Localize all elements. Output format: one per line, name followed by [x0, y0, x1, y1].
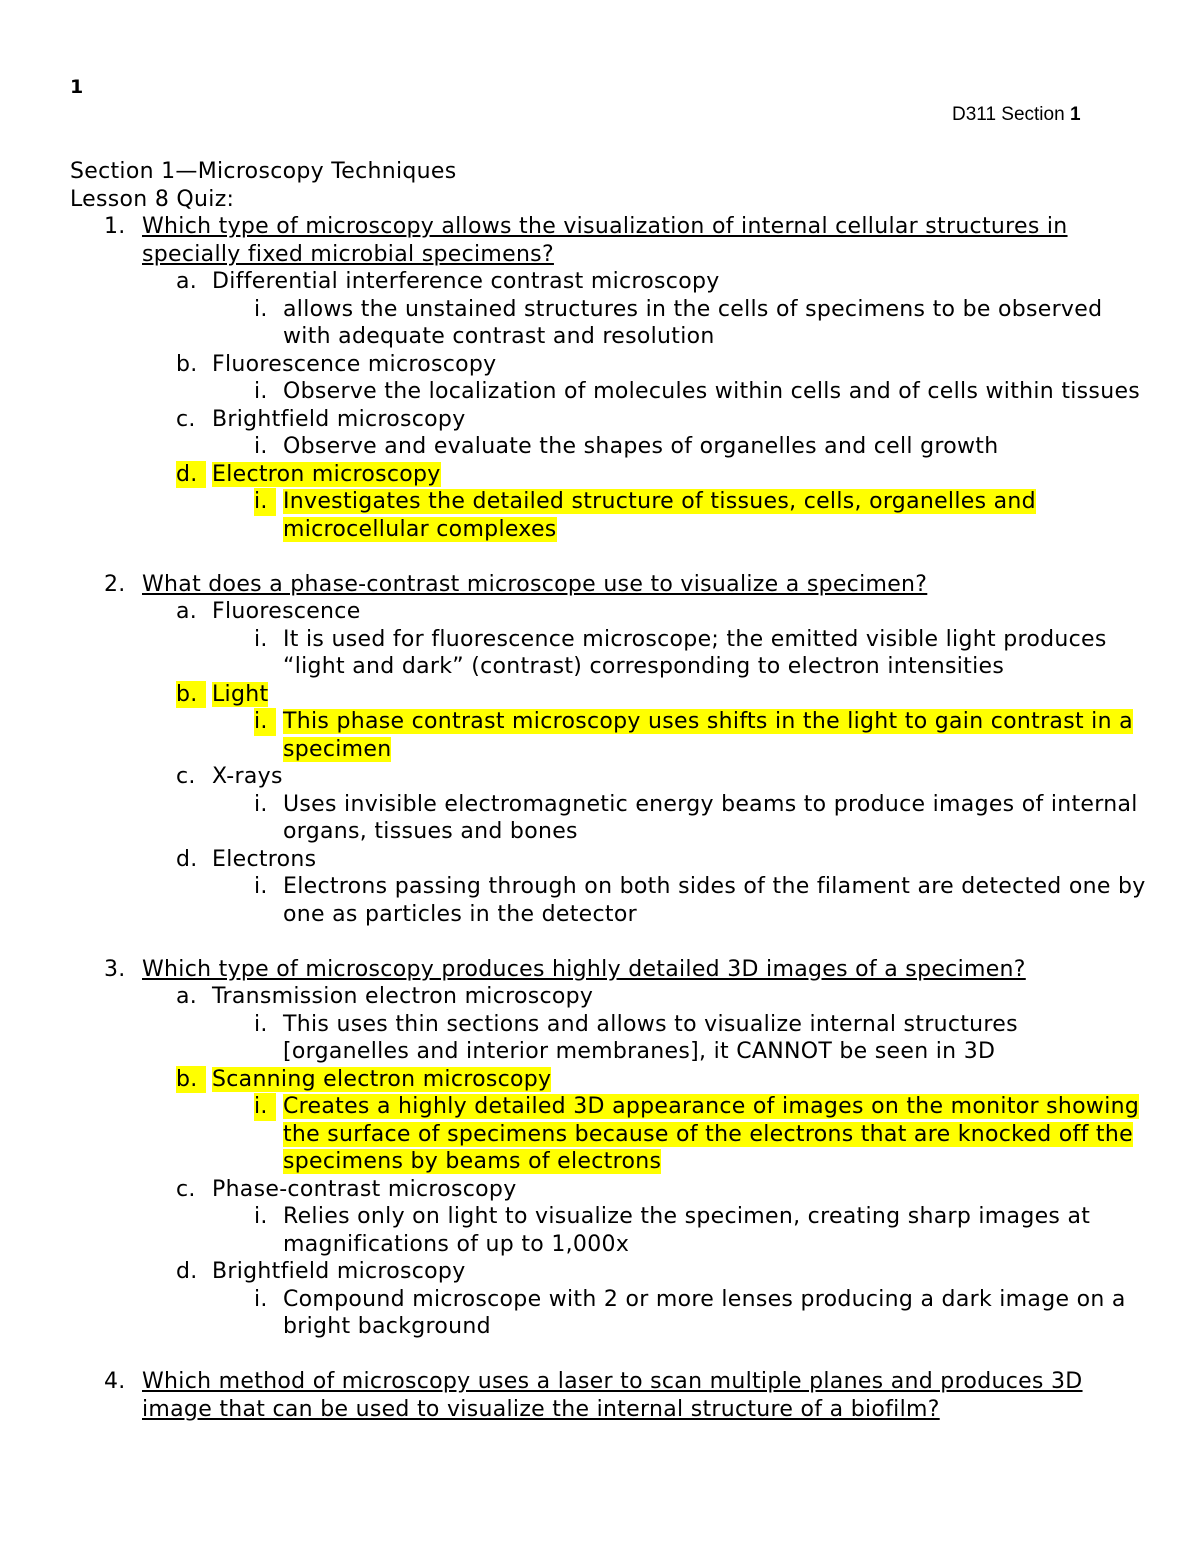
- explanation-numeral: i.: [254, 1011, 268, 1037]
- explanation-numeral: i.: [254, 434, 268, 459]
- option-2d: [70, 846, 1150, 874]
- explanation-2b-correct: [70, 708, 1150, 763]
- option-letter: a.: [176, 599, 198, 624]
- spacer: [70, 543, 1150, 571]
- question-text: Which type of microscopy allows the visualization of internal cellular structures in specially fixed microbial specimens?: [142, 214, 1068, 267]
- question-text: Which type of microscopy produces highly detailed 3D images of a specimen?: [142, 956, 1026, 982]
- quiz-title: Lesson 8 Quiz:: [70, 186, 235, 212]
- option-1d-correct: [70, 461, 1150, 489]
- option-label: Electron microscopy: [212, 461, 441, 487]
- explanation-1d-correct: [70, 488, 1150, 543]
- option-letter: d.: [176, 1259, 198, 1284]
- explanation-text: Observe and evaluate the shapes of organelles and cell growth: [283, 434, 999, 459]
- option-label: Transmission electron microscopy: [212, 984, 594, 1009]
- option-letter: b.: [176, 1066, 206, 1094]
- option-1c: [70, 406, 1150, 434]
- option-letter: b.: [176, 681, 206, 709]
- question-number: 2.: [104, 571, 126, 597]
- option-label: Fluorescence: [212, 599, 361, 624]
- explanation-numeral: i.: [254, 488, 276, 516]
- explanation-3b-correct: [70, 1093, 1150, 1176]
- question-number: 4.: [104, 1369, 126, 1394]
- option-label: Brightfield microscopy: [212, 406, 466, 432]
- explanation-3a: [70, 1011, 1150, 1066]
- explanation-numeral: i.: [254, 626, 268, 652]
- document-body: [70, 158, 1150, 1423]
- option-letter: c.: [176, 764, 196, 789]
- explanation-text: Creates a highly detailed 3D appearance of images on the monitor showing the surface of specimens because of the electrons that are knocked off the specimens by beams of electrons: [283, 1094, 1140, 1174]
- explanation-1c: [70, 433, 1150, 461]
- question-4: [70, 1368, 1150, 1423]
- question-2: [70, 571, 1150, 599]
- option-label: Brightfield microscopy: [212, 1259, 466, 1284]
- option-3b-correct: [70, 1066, 1150, 1094]
- explanation-1b: [70, 378, 1150, 406]
- question-text: Which method of microscopy uses a laser to scan multiple planes and produces 3D image that can be used to visualize the internal structure of a biofilm?: [142, 1369, 1083, 1422]
- option-1a: [70, 268, 1150, 296]
- page-number: 1: [70, 76, 84, 98]
- explanation-numeral: i.: [254, 708, 276, 736]
- explanation-text: Investigates the detailed structure of tissues, cells, organelles and microcellular complexes: [283, 489, 1036, 542]
- explanation-text: Relies only on light to visualize the specimen, creating sharp images at magnifications of up to 1,000x: [283, 1204, 1091, 1257]
- option-3d: [70, 1258, 1150, 1286]
- option-letter: d.: [176, 846, 198, 872]
- option-2c: [70, 763, 1150, 791]
- explanation-numeral: i.: [254, 296, 268, 322]
- question-number: 1.: [104, 214, 126, 239]
- explanation-numeral: i.: [254, 1286, 268, 1312]
- explanation-text: Uses invisible electromagnetic energy beams to produce images of internal organs, tissues and bones: [283, 791, 1138, 844]
- explanation-numeral: i.: [254, 1093, 276, 1121]
- explanation-2d: [70, 873, 1150, 928]
- explanation-2c: [70, 791, 1150, 846]
- explanation-numeral: i.: [254, 379, 268, 404]
- spacer: [70, 1341, 1150, 1369]
- explanation-text: allows the unstained structures in the cells of specimens to be observed with adequate contrast and resolution: [283, 296, 1103, 349]
- option-letter: a.: [176, 269, 198, 294]
- explanation-1a: [70, 296, 1150, 351]
- explanation-3d: [70, 1286, 1150, 1341]
- question-text: What does a phase-contrast microscope use to visualize a specimen?: [142, 571, 928, 597]
- option-3a: [70, 983, 1150, 1011]
- option-letter: c.: [176, 406, 196, 432]
- explanation-text: It is used for fluorescence microscope; the emitted visible light produces “light and dark” (contrast) corresponding to electron intensities: [283, 626, 1107, 679]
- option-2a: [70, 598, 1150, 626]
- section-title: Section 1—Microscopy Techniques: [70, 159, 457, 184]
- explanation-text: This phase contrast microscopy uses shifts in the light to gain contrast in a specimen: [283, 709, 1133, 762]
- explanation-text: Compound microscope with 2 or more lenses producing a dark image on a bright background: [283, 1286, 1126, 1339]
- explanation-numeral: i.: [254, 874, 268, 899]
- explanation-numeral: i.: [254, 791, 268, 817]
- option-label: X-rays: [212, 764, 283, 789]
- explanation-3c: [70, 1203, 1150, 1258]
- option-3c: [70, 1176, 1150, 1204]
- option-letter: c.: [176, 1176, 196, 1202]
- explanation-numeral: i.: [254, 1204, 268, 1229]
- header-section-number: 1: [1069, 104, 1081, 125]
- option-1b: [70, 351, 1150, 379]
- spacer: [70, 928, 1150, 956]
- option-label: Electrons: [212, 846, 317, 872]
- option-label: Scanning electron microscopy: [212, 1066, 552, 1092]
- explanation-text: Electrons passing through on both sides of the filament are detected one by one as particles in the detector: [283, 874, 1146, 927]
- explanation-2a: [70, 626, 1150, 681]
- question-number: 3.: [104, 956, 126, 982]
- header-course: D311 Section: [952, 104, 1070, 125]
- question-3: [70, 956, 1150, 984]
- option-letter: b.: [176, 351, 198, 377]
- option-letter: a.: [176, 984, 198, 1009]
- option-letter: d.: [176, 461, 206, 489]
- question-1: [70, 213, 1150, 268]
- option-2b-correct: [70, 681, 1150, 709]
- option-label: Phase-contrast microscopy: [212, 1176, 517, 1202]
- option-label: Light: [212, 681, 269, 707]
- page-header: [952, 104, 1081, 126]
- option-label: Differential interference contrast microscopy: [212, 269, 720, 294]
- explanation-text: This uses thin sections and allows to visualize internal structures [organelles and interior membranes], it CANNOT be seen in 3D: [283, 1011, 1018, 1064]
- option-label: Fluorescence microscopy: [212, 351, 497, 377]
- explanation-text: Observe the localization of molecules within cells and of cells within tissues: [283, 379, 1141, 404]
